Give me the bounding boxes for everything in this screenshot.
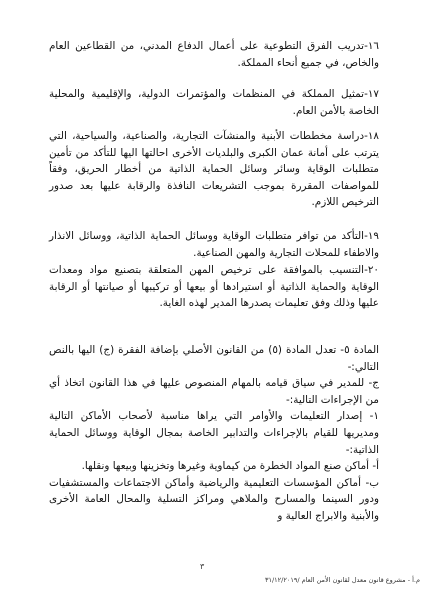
paragraph-1: ١- إصدار التعليمات والأوامر التي يراها مناسبة لأصحاب الأماكن التالية ومديريها للقيام بالإجراءات والتدابير الخاصة بمجال الوقاية ووسائل الحماية الذاتية:- bbox=[49, 410, 379, 456]
item-16-text: ١٦-تدريب الفرق التطوعية على أعمال الدفاع المدني، من القطاعين العام والخاص، في جميع أنحاء المملكة. bbox=[49, 40, 379, 69]
item-18-text: ١٨-دراسة مخططات الأبنية والمنشآت التجارية، والصناعية، والسياحية، التي يترتب على أمانة عمان الكبرى والبلديات الأخرى احالتها اليها للتأكد من تأمين متطلبات الوقاية وسائر وسائل الحماية الذاتية من أخطار الحريق، وفقاً للمواصفات المقررة بموجب التشريعات النافذة والرقابة عليها بعد صدور الترخيص اللازم. bbox=[49, 130, 379, 209]
list-item-18 bbox=[49, 128, 379, 211]
item-17-text: ١٧-تمثيل المملكة في المنظمات والمؤتمرات الدولية، والإقليمية والمحلية الخاصة بالأمن العام. bbox=[49, 88, 379, 117]
paragraph-j: ج- للمدير في سياق قيامه بالمهام المنصوص عليها في هذا القانون اتخاذ أي من الإجراءات التالية:- bbox=[49, 377, 379, 406]
article-heading: المادة ٥- تعدل المادة (٥) من القانون الأصلي بإضافة الفقرة (ج) اليها بالنص التالي:- bbox=[49, 344, 379, 373]
page-number: ٣ bbox=[200, 562, 205, 571]
paragraph-a: أ- أماكن صنع المواد الخطرة من كيماوية وغيرها وتخزينها وبيعها ونقلها. bbox=[81, 460, 379, 473]
article-5-section bbox=[49, 342, 379, 525]
list-item-17 bbox=[49, 86, 379, 119]
item-19-text: ١٩-التأكد من توافر متطلبات الوقاية ووسائل الحماية الذاتية، ووسائل الانذار والاطفاء للمحلات التجارية والمهن الصناعية. bbox=[49, 230, 379, 259]
list-item-20 bbox=[49, 262, 379, 312]
paragraph-b: ب- أماكن المؤسسات التعليمية والرياضية وأماكن الاجتماعات والمستشفيات ودور السينما والمسارح والملاهي ومراكز التسلية والمحال العامة الأخرى والأبنية والابراج العالية و bbox=[49, 476, 379, 522]
list-item-19 bbox=[49, 228, 379, 261]
document-footer: م.أ - مشروع قانون معدل لقانون الأمن العام /٣١/١٢/٢٠١٩ bbox=[265, 576, 420, 584]
list-item-16 bbox=[49, 38, 379, 71]
item-20-text: ٢٠-التنسيب بالموافقة على ترخيص المهن المتعلقة بتصنيع مواد ومعدات الوقاية والحماية الذاتية أو استيرادها أو بيعها أو تركيبها أو صيانتها أو الرقابة عليها وذلك وفق تعليمات يصدرها المدير لهذه الغاية. bbox=[49, 264, 379, 310]
